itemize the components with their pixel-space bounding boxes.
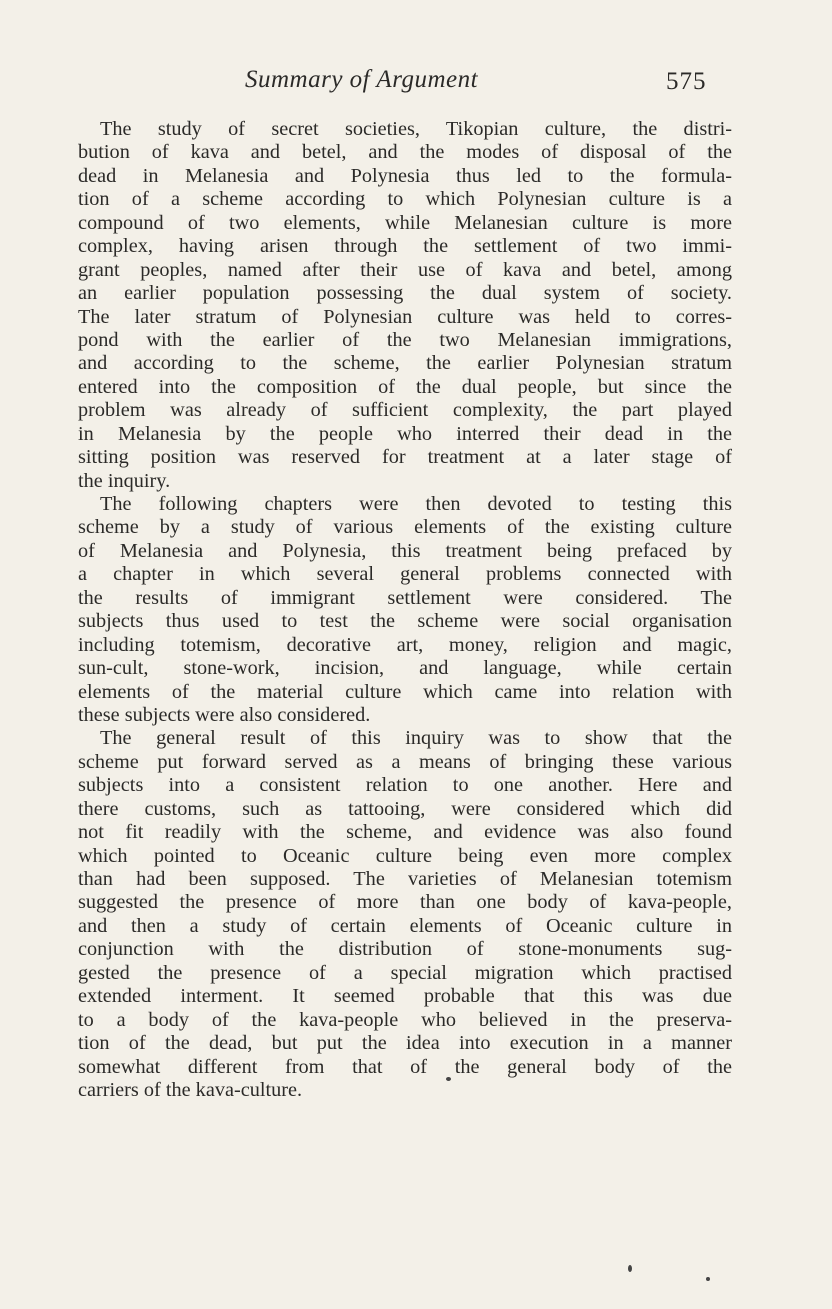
text-line: complex, having arisen through the settlement of two immi- bbox=[78, 235, 732, 258]
ink-speck bbox=[706, 1277, 710, 1281]
text-line: which pointed to Oceanic culture being even more complex bbox=[78, 844, 732, 867]
text-line: problem was already of sufficient complexity, the part played bbox=[78, 399, 732, 422]
text-line: sun-cult, stone-work, incision, and language, while certain bbox=[78, 657, 732, 680]
text-line: subjects into a consistent relation to one another. Here and bbox=[78, 774, 732, 797]
text-line: there customs, such as tattooing, were considered which did bbox=[78, 797, 732, 820]
text-line: and according to the scheme, the earlier Polynesian stratum bbox=[78, 352, 732, 375]
text-line: compound of two elements, while Melanesian culture is more bbox=[78, 211, 732, 234]
text-line: these subjects were also considered. bbox=[78, 703, 371, 726]
text-line: including totemism, decorative art, money, religion and magic, bbox=[78, 633, 732, 656]
text-line: in Melanesia by the people who interred their dead in the bbox=[78, 422, 732, 445]
paragraph bbox=[78, 118, 732, 493]
text-line: tion of a scheme according to which Polynesian culture is a bbox=[78, 188, 732, 211]
text-line: tion of the dead, but put the idea into execution in a manner bbox=[78, 1032, 732, 1055]
text-line: pond with the earlier of the two Melanesian immigrations, bbox=[78, 328, 732, 351]
ink-speck bbox=[446, 1077, 451, 1081]
text-line: elements of the material culture which came into relation with bbox=[78, 680, 732, 703]
text-line: somewhat different from that of the general body of the bbox=[78, 1055, 732, 1078]
text-line: the inquiry. bbox=[78, 469, 171, 492]
text-line: conjunction with the distribution of stone-monuments sug- bbox=[78, 938, 732, 961]
text-line: The general result of this inquiry was to show that the bbox=[100, 727, 732, 750]
text-line: The following chapters were then devoted to testing this bbox=[100, 493, 732, 515]
body-text bbox=[78, 118, 732, 1102]
text-line: scheme put forward served as a means of bringing these various bbox=[78, 750, 732, 773]
text-line: extended interment. It seemed probable that this was due bbox=[78, 985, 732, 1008]
text-line: carriers of the kava-culture. bbox=[78, 1078, 303, 1101]
text-line: grant peoples, named after their use of kava and betel, among bbox=[78, 258, 732, 281]
text-line: of Melanesia and Polynesia, this treatment being prefaced by bbox=[78, 539, 732, 562]
text-line: The later stratum of Polynesian culture was held to corres- bbox=[78, 305, 732, 328]
text-line: and then a study of certain elements of Oceanic culture in bbox=[78, 914, 732, 937]
text-line: to a body of the kava-people who believed in the preserva- bbox=[78, 1008, 732, 1031]
text-line: an earlier population possessing the dual system of society. bbox=[78, 282, 732, 305]
text-line: entered into the composition of the dual people, but since the bbox=[78, 375, 732, 398]
page-number: 575 bbox=[666, 68, 707, 95]
text-line: suggested the presence of more than one body of kava-people, bbox=[78, 891, 732, 914]
text-line: The study of secret societies, Tikopian culture, the distri- bbox=[100, 118, 732, 140]
running-head bbox=[0, 66, 832, 106]
text-line: not fit readily with the scheme, and evidence was also found bbox=[78, 821, 732, 844]
text-line: bution of kava and betel, and the modes of disposal of the bbox=[78, 141, 732, 164]
paragraph bbox=[78, 727, 732, 1102]
text-line: gested the presence of a special migration which practised bbox=[78, 961, 732, 984]
ink-speck bbox=[628, 1265, 632, 1272]
running-head-title: Summary of Argument bbox=[245, 66, 479, 93]
text-line: scheme by a study of various elements of the existing culture bbox=[78, 516, 732, 539]
text-line: the results of immigrant settlement were considered. The bbox=[78, 586, 732, 609]
text-line: sitting position was reserved for treatment at a later stage of bbox=[78, 446, 732, 469]
text-line: than had been supposed. The varieties of Melanesian totemism bbox=[78, 868, 732, 890]
text-line: dead in Melanesia and Polynesia thus led to the formula- bbox=[78, 164, 732, 187]
text-line: a chapter in which several general problems connected with bbox=[78, 563, 732, 586]
text-line: subjects thus used to test the scheme were social organisation bbox=[78, 610, 732, 633]
paragraph bbox=[78, 493, 732, 727]
